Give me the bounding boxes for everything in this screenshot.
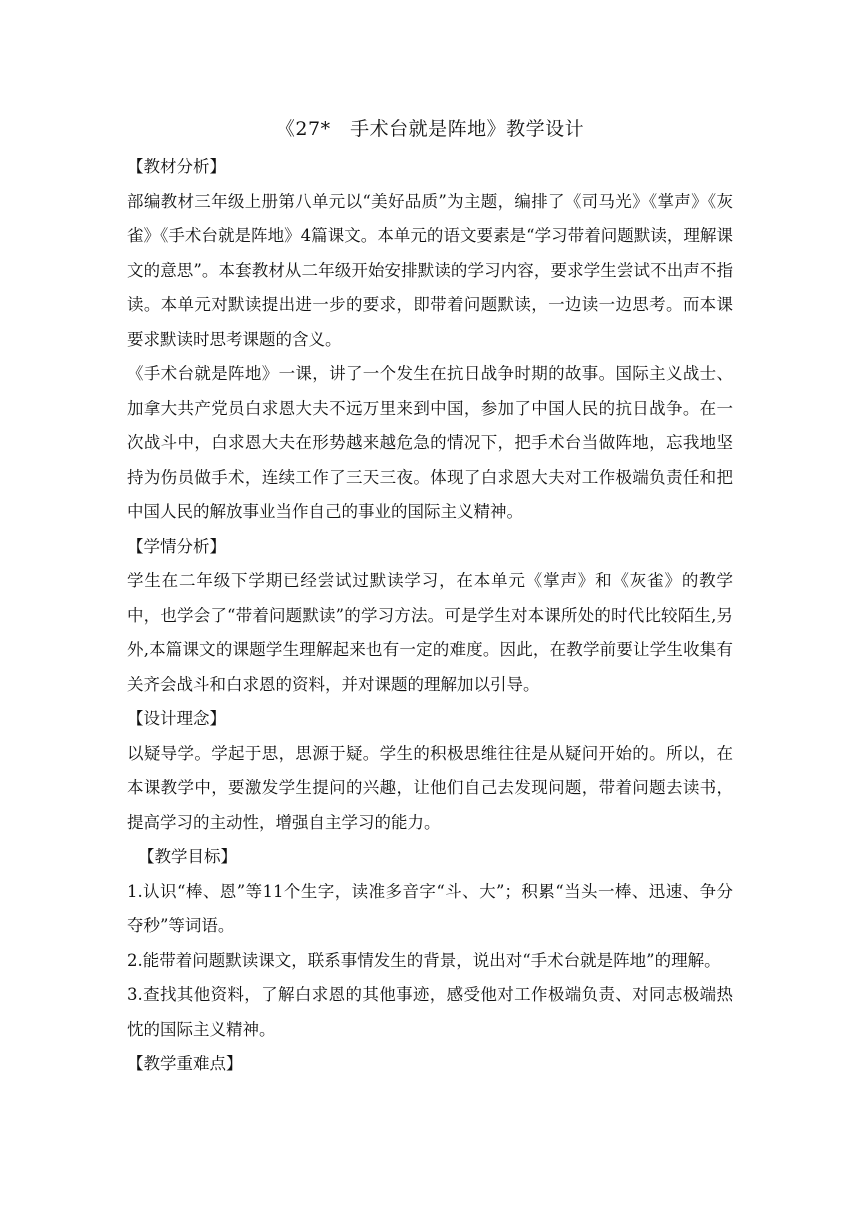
paragraph-material-analysis-1: 部编教材三年级上册第八单元以“美好品质”为主题，编排了《司马光》《掌声》《灰雀》《手术台就是阵地》4篇课文。本单元的语文要素是“学习带着问题默读，理解课文的意思”。本套教材从二年级开始安排默读的学习内容，要求学生尝试不出声不指读。本单元对默读提出进一步的要求，即带着问题默读，一边读一边思考。而本课要求默读时思考课题的含义。 [127,191,733,349]
paragraph-material-analysis-2: 《手术台就是阵地》一课，讲了一个发生在抗日战争时期的故事。国际主义战士、加拿大共产党员白求恩大夫不远万里来到中国，参加了中国人民的抗日战争。在一次战斗中，白求恩大夫在形势越来越危急的情况下，把手术台当做阵地，忘我地坚持为伤员做手术，连续工作了三天三夜。体现了白求恩大夫对工作极端负责任和把中国人民的解放事业当作自己的事业的国际主义精神。 [127,364,733,521]
section-heading-material-analysis: 【教材分析】 [127,157,226,176]
objective-item-3: 3.查找其他资料，了解白求恩的其他事迹，感受他对工作极端负责、对同志极端热忱的国际主义精神。 [127,985,733,1039]
section-heading-key-difficulties: 【教学重难点】 [127,1054,243,1073]
paragraph-design-concept: 以疑导学。学起于思，思源于疑。学生的积极思维往往是从疑问开始的。所以，在本课教学中，要激发学生提问的兴趣，让他们自己去发现问题，带着问题去读书，提高学习的主动性，增强自主学习的能力。 [127,743,733,832]
paragraph-learner-analysis: 学生在二年级下学期已经尝试过默读学习，在本单元《掌声》和《灰雀》的教学中，也学会了“带着问题默读”的学习方法。可是学生对本课所处的时代比较陌生,另外,本篇课文的课题学生理解起来也有一定的难度。因此，在教学前要让学生收集有关齐会战斗和白求恩的资料，并对课题的理解加以引导。 [127,571,733,694]
document-body [127,112,733,1082]
objective-item-1: 1.认识“棒、恩”等11个生字，读准多音字“斗、大”；积累“当头一棒、迅速、争分夺秒”等词语。 [127,881,733,935]
objective-item-2: 2.能带着问题默读课文，联系事情发生的背景，说出对“手术台就是阵地”的理解。 [127,950,721,970]
section-heading-design-concept: 【设计理念】 [127,709,226,728]
section-heading-teaching-objectives: 【教学目标】 [138,847,237,866]
document-title: 《27* 手术台就是阵地》教学设计 [275,118,585,140]
section-heading-learner-analysis: 【学情分析】 [127,536,226,556]
